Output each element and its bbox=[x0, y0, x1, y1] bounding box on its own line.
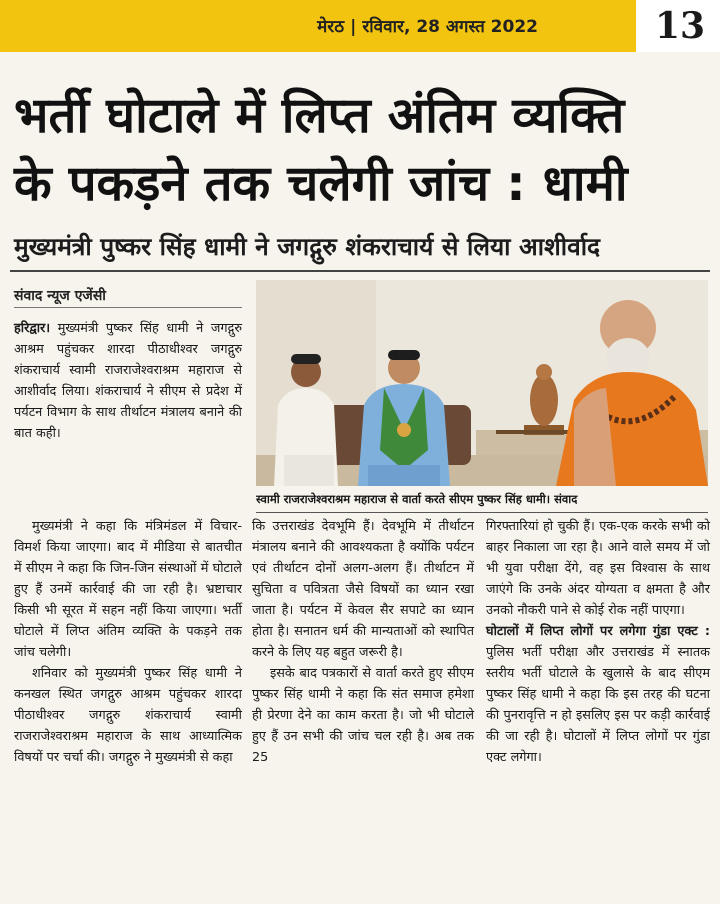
article-paragraph: शनिवार को मुख्यमंत्री पुष्कर सिंह धामी ने कनखल स्थित जगद्गुरु आश्रम पहुंचकर शारदा पीठाधीश्वर जगद्गुरु शंकराचार्य स्वामी राजराजेश्वराश्रम महाराज के साथ आध्यात्मिक विषयों पर चर्चा की। जगद्गुरु ने मुख्यमंत्री से कहा bbox=[14, 666, 242, 765]
page-number: 13 bbox=[654, 5, 706, 47]
photo-caption-text: स्वामी राजराजेश्वराश्रम महाराज से वार्ता करते सीएम पुष्कर सिंह धामी। bbox=[256, 492, 551, 506]
dateline-date: रविवार, 28 अगस्त 2022 bbox=[362, 17, 538, 37]
article-intro-paragraph bbox=[14, 318, 242, 444]
subheadline: मुख्यमंत्री पुष्कर सिंह धामी ने जगद्गुरु शंकराचार्य से लिया आशीर्वाद bbox=[14, 232, 601, 261]
headline-divider bbox=[10, 270, 710, 272]
article-dateline: हरिद्वार। bbox=[14, 321, 51, 336]
headline-line-2: के पकड़ने तक चलेगी जांच : धामी bbox=[14, 155, 628, 212]
article-subhead: घोटालों में लिप्त लोगों पर लगेगा गुंडा एक्ट : bbox=[486, 624, 710, 639]
news-photo bbox=[256, 280, 708, 486]
dateline-separator: | bbox=[350, 17, 357, 37]
masthead-bar bbox=[0, 0, 720, 52]
headline bbox=[14, 82, 708, 218]
byline: संवाद न्यूज एजेंसी bbox=[14, 288, 106, 304]
article-column-3 bbox=[486, 516, 710, 768]
article-intro-text: मुख्यमंत्री पुष्कर सिंह धामी ने जगद्गुरु आश्रम पहुंचकर शारदा पीठाधीश्वर जगद्गुरु शंकराचार्य स्वामी राजराजेश्वराश्रम महाराज से आशीर्वाद लिया। शंकराचार्य ने सीएम से प्रदेश में पर्यटन विभाग के साथ तीर्थाटन मंत्रालय बनाने की बात कही। bbox=[14, 321, 242, 441]
article-paragraph: मुख्यमंत्री ने कहा कि मंत्रिमंडल में विचार-विमर्श किया जाएगा। बाद में मीडिया से बातचीत में सीएम ने कहा कि जिन-जिन संस्थाओं में घोटाले हुए हैं उनमें कार्रवाई की जा रही है। भ्रष्टाचार किसी भी सूरत में सहन नहीं किया जाएगा। भर्ती घोटाले में लिप्त अंतिम व्यक्ति के पकड़ने तक जांच चलेगी। bbox=[14, 519, 242, 660]
photo-caption-credit: संवाद bbox=[554, 492, 578, 506]
article-intro-column bbox=[14, 318, 242, 444]
article-paragraph-text: पुलिस भर्ती परीक्षा और उत्तराखंड में स्नातक स्तरीय भर्ती घोटाले के खुलासे के बाद सीएम पुष्कर सिंह धामी ने कहा कि इस तरह की घटना की पुनरावृत्ति न हो इसलिए इस पर कड़ी कार्रवाई की जा रही है। घोटालों में लिप्त लोगों पर गुंडा एक्ट लगेगा। bbox=[486, 645, 710, 765]
article-paragraph: गिरफ्तारियां हो चुकी हैं। एक-एक करके सभी को बाहर निकाला जा रहा है। आने वाले समय में जो भी युवा परीक्षा देंगे, वह इस विश्वास के साथ जाएंगे कि उनके अंदर योग्यता व क्षमता है और उनको नौकरी पाने से कोई रोक नहीं पाएगा। bbox=[486, 519, 710, 618]
article-paragraph-with-subhead bbox=[486, 621, 710, 768]
byline-divider bbox=[14, 307, 242, 308]
headline-line-1: भर्ती घोटाले में लिप्त अंतिम व्यक्ति bbox=[14, 87, 625, 144]
photo-caption bbox=[256, 488, 708, 510]
article-column-1 bbox=[14, 516, 242, 768]
dateline bbox=[317, 14, 538, 37]
article-paragraph: कि उत्तराखंड देवभूमि हैं। देवभूमि में तीर्थाटन मंत्रालय बनाने की आवश्यकता है क्योंकि पर्यटन एवं तीर्थाटन दोनों अलग-अलग हैं। तीर्थाटन में सुचिता व पवित्रता जैसे विषयों का ध्यान रखा जाता है। पर्यटन में केवल सैर सपाटे का ध्यान होता है। सनातन धर्म की मान्यताओं को स्थापित करने के लिए यह बहुत जरूरी है। bbox=[252, 519, 474, 660]
masthead-yellow-band bbox=[0, 0, 636, 52]
article-column-2 bbox=[252, 516, 474, 768]
caption-divider bbox=[256, 512, 708, 513]
article-paragraph: इसके बाद पत्रकारों से वार्ता करते हुए सीएम पुष्कर सिंह धामी ने कहा कि संत समाज हमेशा ही प्रेरणा देने का काम करता है। जो भी घोटाले हुए हैं उन सभी की जांच चल रही है। अब तक 25 bbox=[252, 666, 474, 765]
dateline-city: मेरठ bbox=[317, 17, 345, 37]
photo-illustration bbox=[256, 280, 708, 486]
